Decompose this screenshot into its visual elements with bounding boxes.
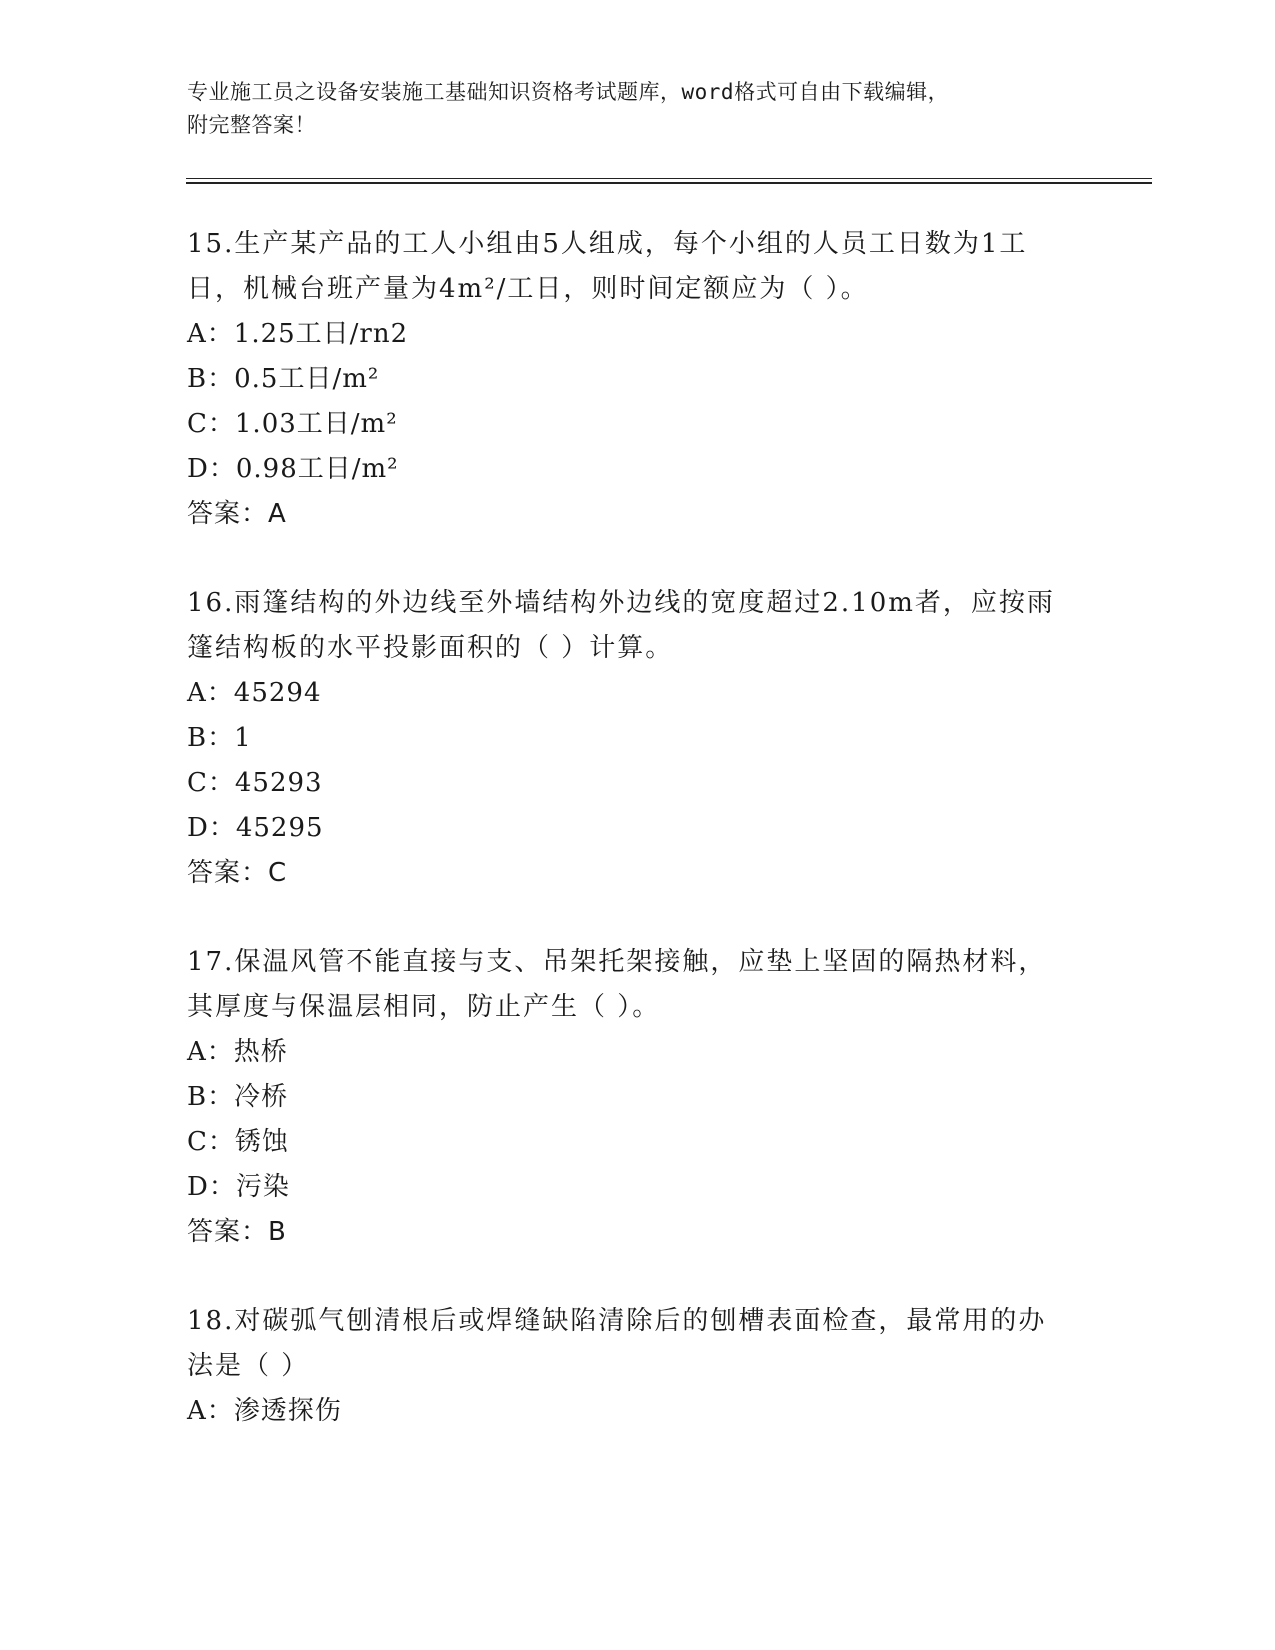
option-a: A：渗透探伤	[187, 1396, 342, 1426]
question-stem-line-2: 日，机械台班产量为4m²/工日，则时间定额应为（ ）。	[187, 274, 869, 304]
option-a: A：1.25工日/rn2	[187, 319, 409, 349]
option-d: D：污染	[187, 1172, 290, 1202]
question-stem-line-1: 16.雨篷结构的外边线至外墙结构外边线的宽度超过2.10m者，应按雨	[187, 588, 1055, 618]
document-header	[187, 76, 1087, 142]
answer-label: 答案：	[187, 858, 269, 888]
answer-line	[187, 492, 1087, 537]
answer-line	[187, 1210, 1087, 1255]
option-a: A：45294	[187, 678, 322, 708]
question-stem-line-2: 篷结构板的水平投影面积的（ ）计算。	[187, 633, 674, 663]
header-divider-thin	[186, 178, 1152, 179]
option-c: C：45293	[187, 768, 323, 798]
option-b: B：冷桥	[187, 1082, 289, 1112]
question-stem-line-2: 法是（ ）	[187, 1351, 310, 1381]
option-c: C：锈蚀	[187, 1127, 289, 1157]
question-stem-line-2: 其厚度与保温层相同，防止产生（ ）。	[187, 992, 661, 1022]
answer-line	[187, 851, 1087, 896]
question-18	[187, 1299, 1087, 1434]
question-stem-line-1: 17.保温风管不能直接与支、吊架托架接触，应垫上坚固的隔热材料，	[187, 947, 1047, 977]
option-d: D：45295	[187, 813, 324, 843]
option-b: B：0.5工日/m²	[187, 364, 380, 394]
option-b: B：1	[187, 723, 252, 753]
option-a: A：热桥	[187, 1037, 288, 1067]
answer-value: B	[268, 1217, 286, 1247]
answer-value: C	[268, 858, 287, 888]
answer-value: A	[268, 499, 286, 529]
header-line-1: 专业施工员之设备安装施工基础知识资格考试题库，word格式可自由下载编辑，	[187, 80, 950, 104]
question-16	[187, 581, 1087, 896]
option-d: D：0.98工日/m²	[187, 454, 399, 484]
question-stem-line-1: 15.生产某产品的工人小组由5人组成，每个小组的人员工日数为1工	[187, 229, 1028, 259]
header-divider-thick	[186, 182, 1152, 184]
answer-label: 答案：	[187, 499, 269, 529]
question-17	[187, 940, 1087, 1255]
option-c: C：1.03工日/m²	[187, 409, 398, 439]
question-15	[187, 222, 1087, 537]
question-stem-line-1: 18.对碳弧气刨清根后或焊缝缺陷清除后的刨槽表面检查，最常用的办	[187, 1306, 1047, 1336]
answer-label: 答案：	[187, 1217, 269, 1247]
header-line-2: 附完整答案！	[187, 113, 316, 137]
